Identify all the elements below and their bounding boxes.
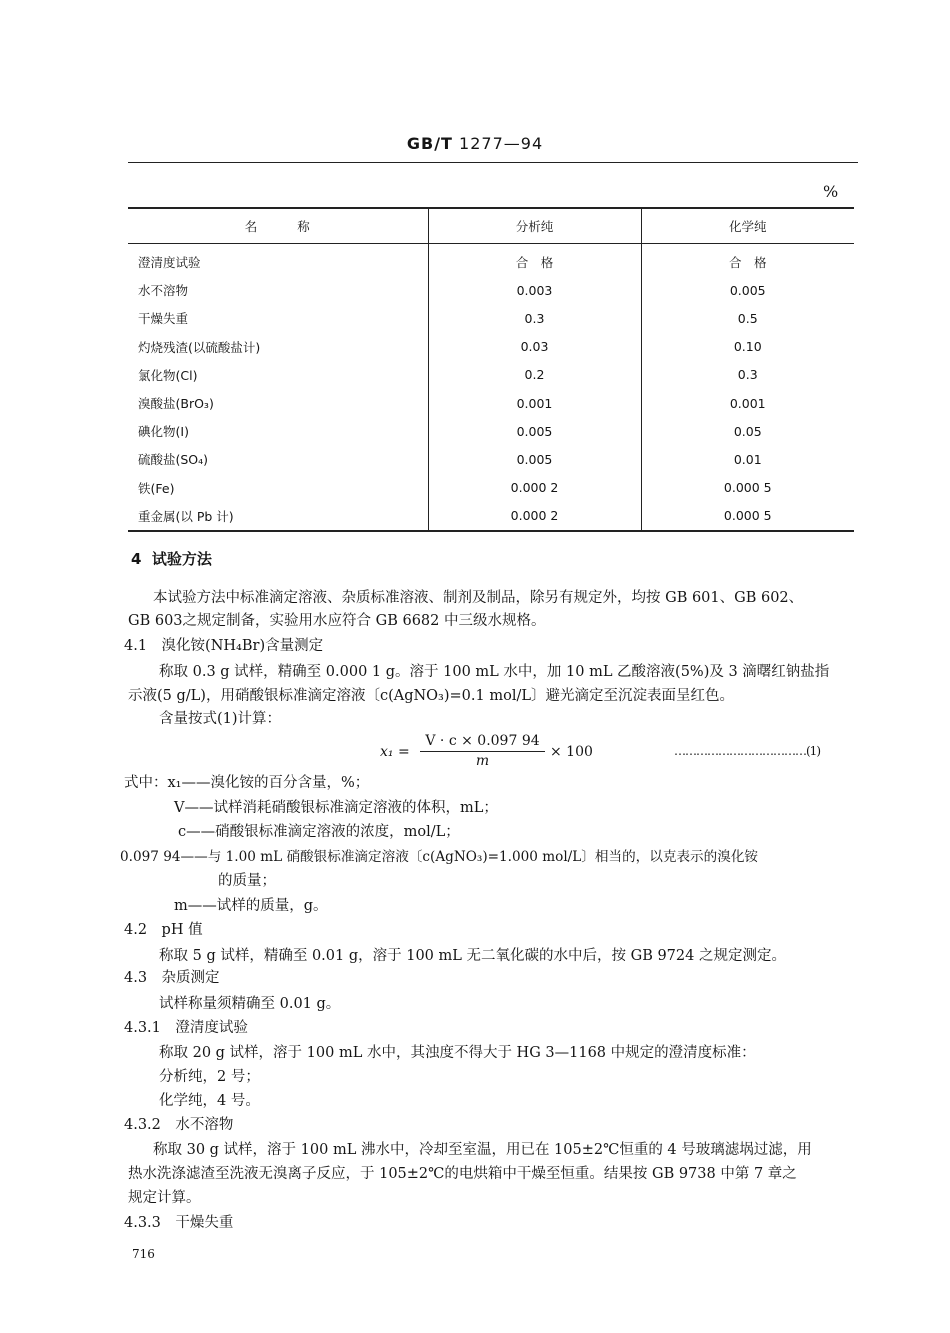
cell-analytical: 0.005: [428, 445, 641, 473]
cell-analytical: 0.3: [428, 304, 641, 332]
cell-chemical: 0.05: [641, 417, 854, 445]
column-header-name: 名称: [128, 208, 428, 244]
s432-line-1: 称取 30 g 试样，溶于 100 mL 沸水中，冷却至室温，用已在 105±2℃恒重的 4 号玻璃滤埚过滤，用: [153, 1142, 812, 1158]
cell-chemical: 0.000 5: [641, 502, 854, 531]
section-4-2-heading: 4.2 pH 值: [124, 922, 203, 938]
cell-item: 水不溶物: [138, 283, 189, 299]
cell-item: 重金属(以 Pb 计): [138, 508, 234, 524]
cell-chemical: 0.001: [641, 389, 854, 417]
cell-item: 澄清度试验: [138, 255, 201, 271]
table-row: [128, 502, 854, 531]
s41-line-3: 含量按式(1)计算：: [159, 711, 282, 727]
cell-chemical: 0.3: [641, 361, 854, 389]
formula-denominator: m: [475, 753, 490, 769]
page-number: 716: [132, 1247, 155, 1261]
intro-line-2: GB 603之规定制备，实验用水应符合 GB 6682 中三级水规格。: [128, 613, 546, 629]
table-row: [128, 333, 854, 361]
cell-item: 铁(Fe): [138, 480, 175, 496]
column-header-analytical: 分析纯: [428, 208, 641, 244]
section-4-3-1-heading: 4.3.1 澄清度试验: [124, 1020, 248, 1036]
table-row: [128, 474, 854, 502]
cell-analytical: 0.03: [428, 333, 641, 361]
s432-line-3: 规定计算。: [128, 1190, 201, 1206]
table-header-row: [128, 208, 854, 244]
s432-line-2: 热水洗涤滤渣至洗液无溴离子反应，于 105±2℃的电烘箱中干燥至恒重。结果按 GB 9738 中第 7 章之: [128, 1166, 797, 1182]
cell-analytical: 0.2: [428, 361, 641, 389]
header-code: GB/T: [406, 134, 453, 153]
section-4-3-2-heading: 4.3.2 水不溶物: [124, 1117, 234, 1133]
cell-chemical: 合 格: [641, 244, 854, 277]
cell-chemical: 0.000 5: [641, 474, 854, 502]
where-line-2: V——试样消耗硝酸银标准滴定溶液的体积，mL；: [174, 800, 498, 816]
cell-chemical: 0.01: [641, 445, 854, 473]
where-line-4: 0.097 94——与 1.00 mL 硝酸银标准滴定溶液〔c(AgNO₃)=1.000 mol/L〕相当的，以克表示的溴化铵: [120, 849, 759, 865]
where-line-3: c——硝酸银标准滴定溶液的浓度，mol/L；: [178, 824, 460, 840]
s431-line-3: 化学纯，4 号。: [159, 1093, 260, 1109]
table-row: [128, 276, 854, 304]
formula-fraction: [420, 733, 545, 769]
s431-line-2: 分析纯，2 号；: [159, 1069, 260, 1085]
cell-item: 溴酸盐(BrO₃): [138, 396, 214, 412]
section-4-heading: [131, 548, 212, 569]
unit-label: %: [823, 182, 839, 201]
table-row: [128, 361, 854, 389]
formula-1: [380, 733, 850, 773]
s43-line: 试样称量须精确至 0.01 g。: [159, 996, 341, 1012]
column-header-chemical: 化学纯: [641, 208, 854, 244]
table-row: [128, 389, 854, 417]
cell-analytical: 0.000 2: [428, 474, 641, 502]
header-number: 1277—94: [459, 134, 544, 153]
where-line-1: 式中：x₁——溴化铵的百分含量，%；: [124, 775, 370, 791]
page-header: [0, 134, 950, 153]
cell-item: 灼烧残渣(以硫酸盐计): [138, 339, 261, 355]
table-row: [128, 304, 854, 332]
section-4-number: 4: [131, 550, 142, 568]
section-4-3-3-heading: 4.3.3 干燥失重: [124, 1215, 234, 1231]
cell-chemical: 0.10: [641, 333, 854, 361]
cell-analytical: 0.003: [428, 276, 641, 304]
where-line-6: m——试样的质量，g。: [174, 898, 328, 914]
formula-label: ………………………………(1): [674, 744, 820, 758]
table-row: [128, 244, 854, 277]
cell-analytical: 合 格: [428, 244, 641, 277]
cell-item: 氯化物(Cl): [138, 367, 198, 383]
cell-item: 碘化物(I): [138, 424, 189, 440]
s42-line: 称取 5 g 试样，精确至 0.01 g，溶于 100 mL 无二氧化碳的水中后，按 GB 9724 之规定测定。: [159, 948, 786, 964]
intro-line-1: 本试验方法中标准滴定溶液、杂质标准溶液、制剂及制品，除另有规定外，均按 GB 601、GB 602、: [153, 590, 804, 606]
formula-lhs: x₁ =: [380, 744, 410, 760]
cell-item: 干燥失重: [138, 311, 189, 327]
formula-numerator: V · c × 0.097 94: [420, 733, 545, 752]
cell-chemical: 0.005: [641, 276, 854, 304]
s41-line-1: 称取 0.3 g 试样，精确至 0.000 1 g。溶于 100 mL 水中，加 10 mL 乙酸溶液(5%)及 3 滴曙红钠盐指: [159, 664, 830, 680]
table-row: [128, 417, 854, 445]
s431-line-1: 称取 20 g 试样，溶于 100 mL 水中，其浊度不得大于 HG 3—1168 中规定的澄清度标准：: [159, 1045, 756, 1061]
section-4-3-heading: 4.3 杂质测定: [124, 970, 220, 986]
section-4-title: 试验方法: [151, 550, 212, 568]
spec-table: [128, 207, 854, 532]
cell-chemical: 0.5: [641, 304, 854, 332]
s41-line-2: 示液(5 g/L)，用硝酸银标准滴定溶液〔c(AgNO₃)=0.1 mol/L〕避光滴定至沉淀表面呈红色。: [128, 688, 734, 704]
cell-analytical: 0.005: [428, 417, 641, 445]
table-row: [128, 445, 854, 473]
formula-rhs: × 100: [550, 744, 593, 760]
cell-analytical: 0.001: [428, 389, 641, 417]
header-rule: [128, 162, 858, 163]
cell-analytical: 0.000 2: [428, 502, 641, 531]
cell-item: 硫酸盐(SO₄): [138, 452, 209, 468]
section-4-1-heading: 4.1 溴化铵(NH₄Br)含量测定: [124, 638, 324, 654]
where-line-5: 的质量；: [218, 873, 276, 889]
